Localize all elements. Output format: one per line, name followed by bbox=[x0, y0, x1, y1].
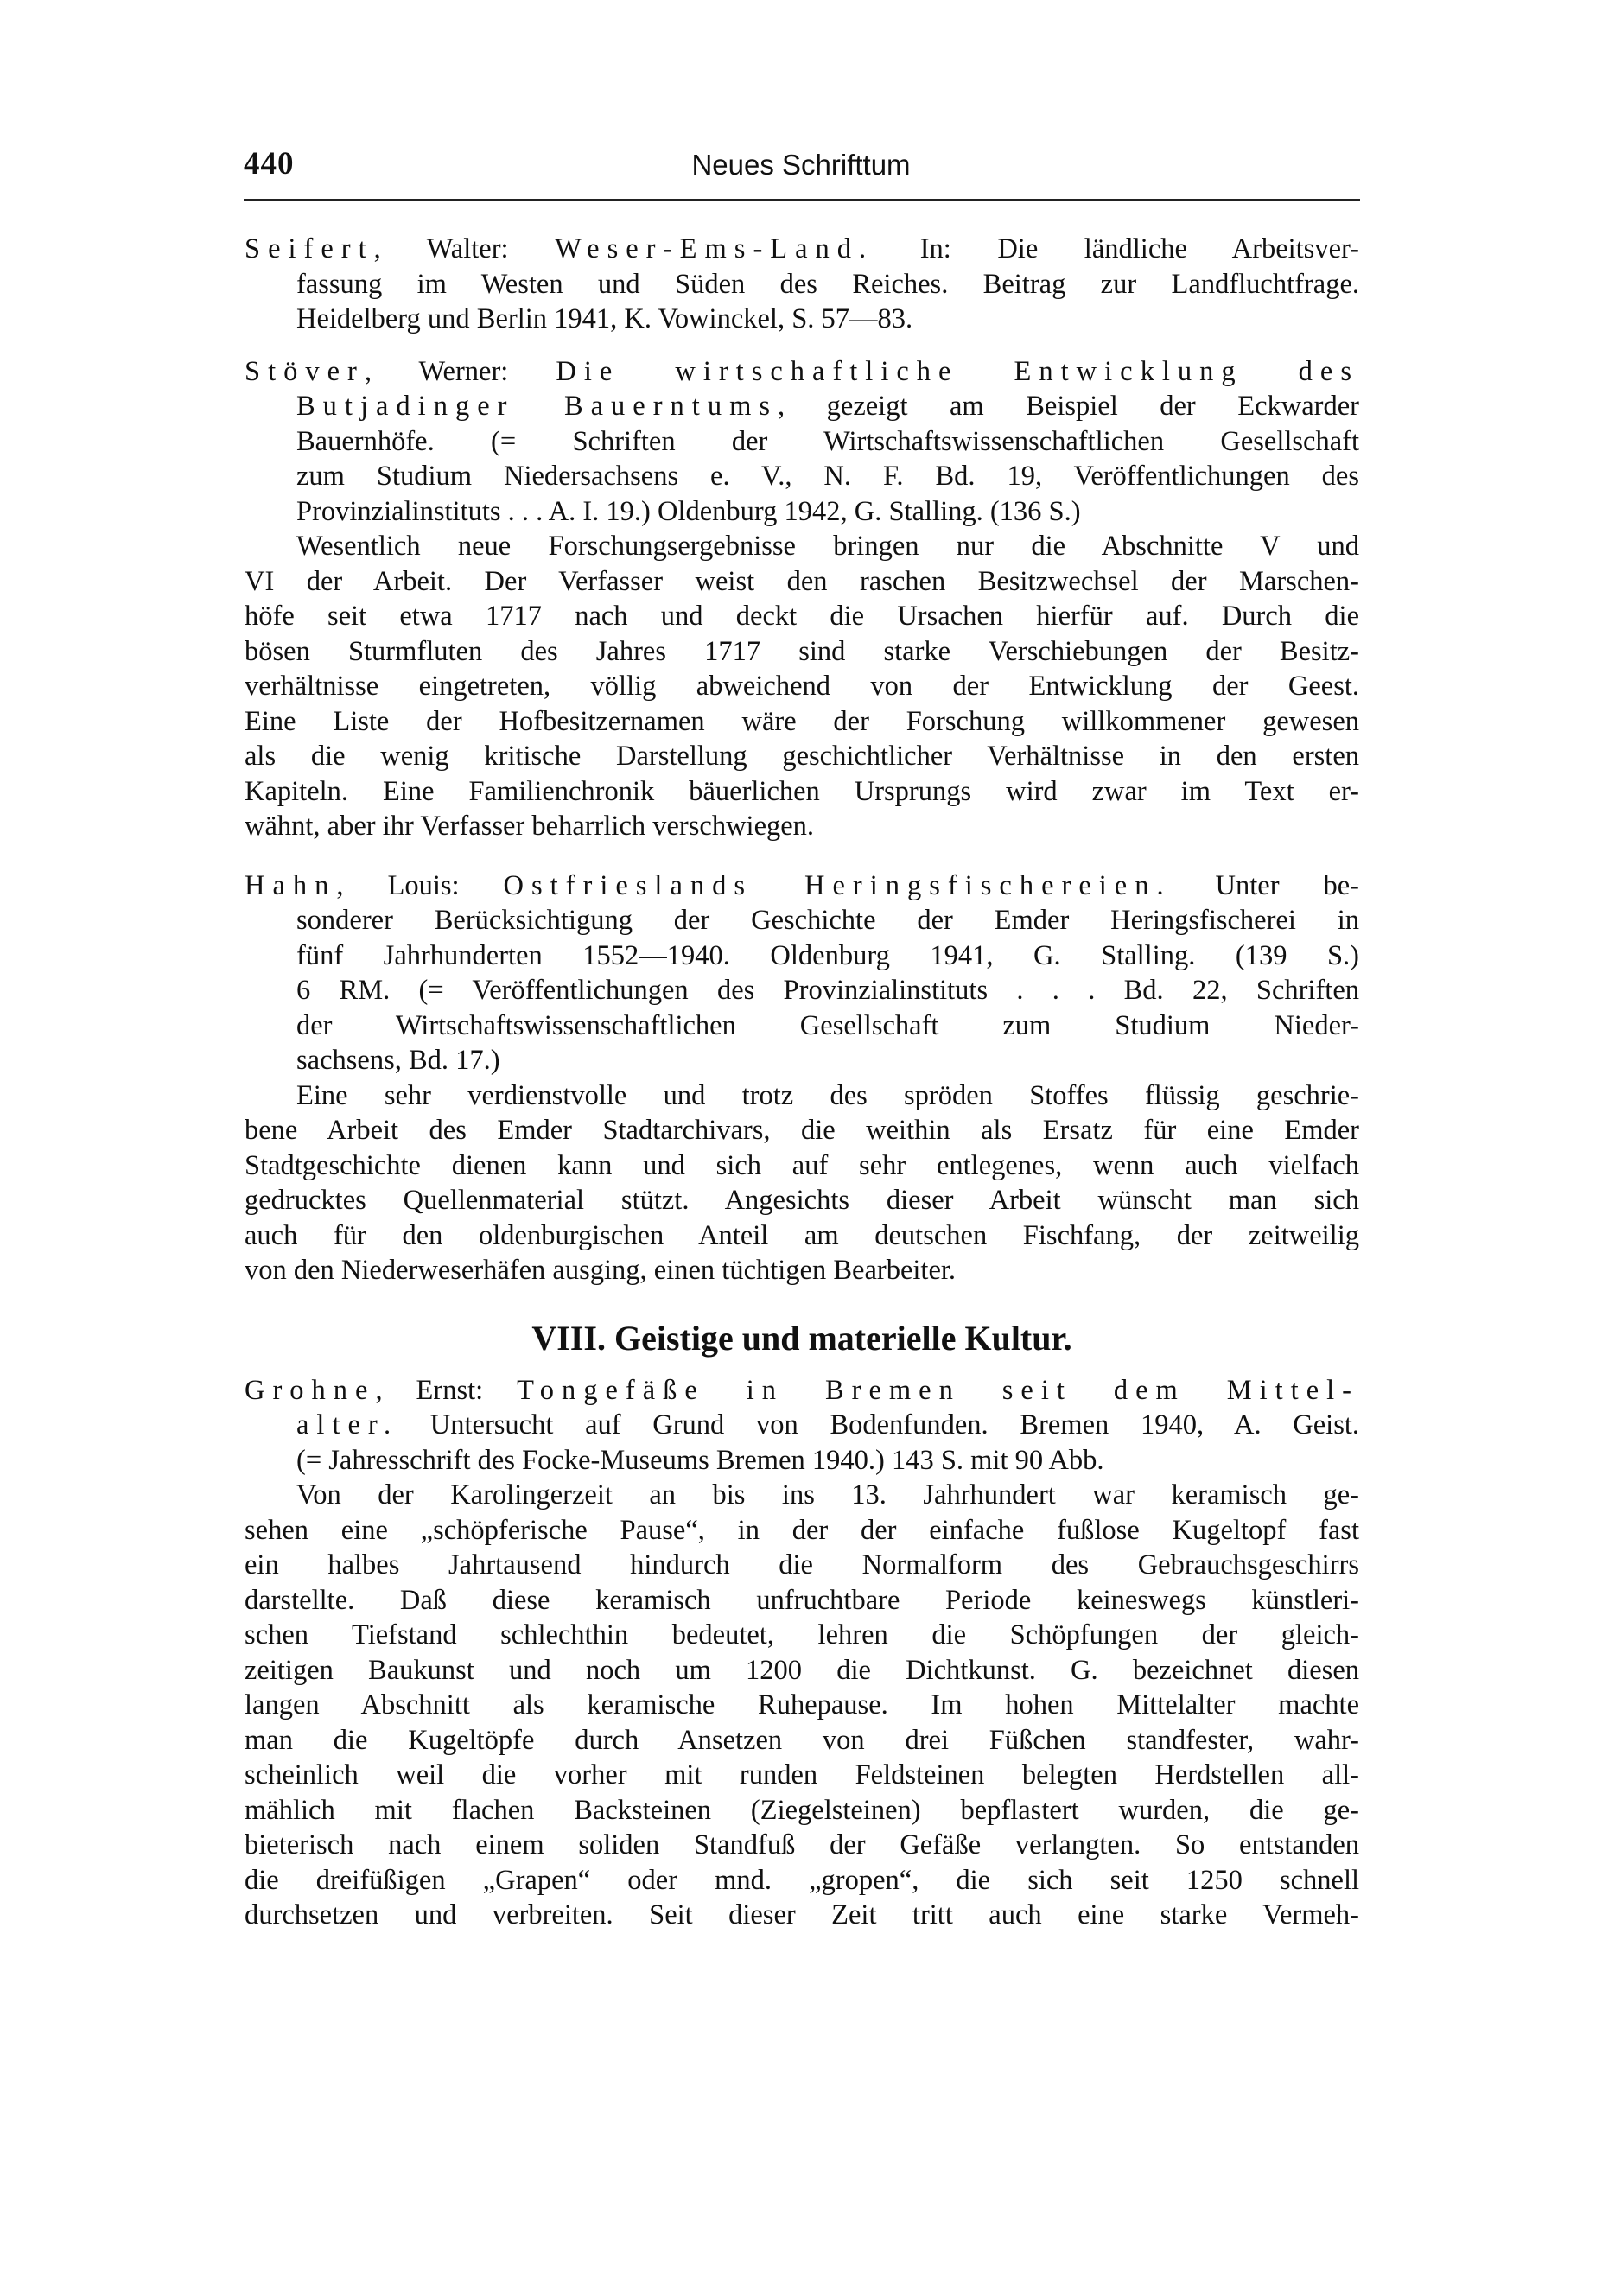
bibliography-entry bbox=[245, 1373, 1359, 1479]
review-line: VI der Arbeit. Der Verfasser weist den raschen Besitzwechsel der Marschen- bbox=[245, 565, 1359, 597]
entry-author: Hahn bbox=[245, 869, 337, 901]
review-line: verhältnisse eingetreten, völlig abweichend von der Entwicklung der Geest. bbox=[245, 671, 1359, 702]
entry-text: Unter be- bbox=[1171, 869, 1360, 901]
entry-author: Seifert bbox=[245, 233, 374, 264]
section-heading: VIII. Geistige und materielle Kultur. bbox=[531, 1318, 1072, 1358]
entry-author-suffix: , Ernst: bbox=[375, 1374, 518, 1406]
entry-line: fassung im Westen und Süden des Reiches. Beitrag zur Landfluchtfrage. bbox=[296, 268, 1359, 300]
running-head: Neues Schrifttum bbox=[691, 149, 911, 181]
header-rule bbox=[244, 199, 1360, 201]
review-line: Eine Liste der Hofbesitzernamen wäre der Forschung willkommener gewesen bbox=[245, 705, 1359, 737]
review-line: bösen Sturmfluten des Jahres 1717 sind starke Verschiebungen der Besitz- bbox=[245, 635, 1359, 667]
review-line: mählich mit flachen Backsteinen (Ziegelsteinen) bepflastert wurden, die ge- bbox=[245, 1794, 1359, 1826]
entry-line bbox=[245, 389, 1359, 424]
bibliography-entry bbox=[245, 354, 1359, 530]
review-line: die dreifüßigen „Grapen“ oder mnd. „gropen“, die sich seit 1250 schnell bbox=[245, 1864, 1359, 1896]
bibliography-entry bbox=[245, 868, 1359, 1078]
page-number: 440 bbox=[244, 146, 295, 181]
page-header bbox=[244, 145, 1358, 197]
review-line: von den Niederweserhäfen ausging, einen tüchtigen Bearbeiter. bbox=[245, 1255, 957, 1286]
entry-line: Heidelberg und Berlin 1941, K. Vowinckel, S. 57—83. bbox=[296, 303, 913, 334]
review-line: man die Kugeltöpfe durch Ansetzen von drei Füßchen standfester, wahr- bbox=[245, 1724, 1359, 1756]
review-line: ein halbes Jahrtausend hindurch die Normalform des Gebrauchsgeschirrs bbox=[245, 1549, 1359, 1580]
entry-title: Tongefäße in Bremen seit dem Mittel- bbox=[517, 1374, 1359, 1406]
entry-author-suffix: , Walter: bbox=[373, 233, 556, 264]
review-line: durchsetzen und verbreiten. Seit dieser Zeit tritt auch eine starke Vermeh- bbox=[245, 1899, 1359, 1930]
review-line: höfe seit etwa 1717 nach und deckt die Ursachen hierfür auf. Durch die bbox=[245, 601, 1359, 632]
review-line: Von der Karolingerzeit an bis ins 13. Jahrhundert war keramisch ge- bbox=[296, 1479, 1359, 1511]
entry-line bbox=[245, 354, 1359, 390]
review-paragraph bbox=[245, 529, 1359, 844]
entry-line bbox=[245, 1373, 1359, 1409]
review-line: langen Abschnitt als keramische Ruhepause. Im hohen Mittelalter machte bbox=[245, 1689, 1359, 1720]
entry-line bbox=[245, 868, 1359, 904]
entry-line bbox=[245, 232, 1359, 267]
entry-line: zum Studium Niedersachsens e. V., N. F. Bd. 19, Veröffentlichungen des bbox=[296, 461, 1359, 492]
review-paragraph bbox=[245, 1078, 1359, 1288]
review-line: schen Tiefstand schlechthin bedeutet, lehren die Schöpfungen der gleich- bbox=[245, 1619, 1359, 1650]
entry-line: 6 RM. (= Veröffentlichungen des Provinzialinstituts . . . Bd. 22, Schriften bbox=[296, 975, 1359, 1006]
entry-line: Bauernhöfe. (= Schriften der Wirtschaftswissenschaftlichen Gesellschaft bbox=[296, 425, 1359, 457]
entry-line: (= Jahresschrift des Focke-Museums Bremen 1940.) 143 S. mit 90 Abb. bbox=[296, 1444, 1104, 1476]
entry-author: Grohne bbox=[245, 1374, 376, 1406]
review-line: darstellte. Daß diese keramisch unfruchtbare Periode keineswegs künstleri- bbox=[245, 1584, 1359, 1616]
entry-author: Stöver bbox=[245, 355, 365, 387]
review-line: Wesentlich neue Forschungsergebnisse bringen nur die Abschnitte V und bbox=[296, 531, 1359, 562]
entry-author-suffix: , Louis: bbox=[336, 869, 504, 901]
review-line: bieterisch nach einem soliden Standfuß der Gefäße verlangten. So entstanden bbox=[245, 1829, 1359, 1860]
entry-author-suffix: , Werner: bbox=[364, 355, 556, 387]
entry-title-cont: Butjadinger Bauerntums bbox=[296, 391, 779, 422]
entry-text: , gezeigt am Beispiel der Eckwarder bbox=[778, 391, 1359, 422]
review-line: Stadtgeschichte dienen kann und sich auf sehr entlegenes, wenn auch vielfach bbox=[245, 1149, 1359, 1181]
review-line: wähnt, aber ihr Verfasser beharrlich verschwiegen. bbox=[245, 811, 815, 842]
entry-line: Provinzialinstituts . . . A. I. 19.) Oldenburg 1942, G. Stalling. (136 S.) bbox=[296, 495, 1081, 527]
entry-line: sonderer Berücksichtigung der Geschichte der Emder Heringsfischerei in bbox=[296, 905, 1359, 936]
review-line: Eine sehr verdienstvolle und trotz des spröden Stoffes flüssig geschrie- bbox=[296, 1079, 1359, 1111]
page-body bbox=[245, 232, 1359, 1933]
review-line: bene Arbeit des Emder Stadtarchivars, die weithin als Ersatz für eine Emder bbox=[245, 1115, 1359, 1146]
review-line: als die wenig kritische Darstellung geschichtlicher Verhältnisse in den ersten bbox=[245, 741, 1359, 772]
bibliography-entry bbox=[245, 232, 1359, 337]
review-paragraph bbox=[245, 1478, 1359, 1933]
review-line: zeitigen Baukunst und noch um 1200 die Dichtkunst. G. bezeichnet diesen bbox=[245, 1654, 1359, 1686]
review-line: gedrucktes Quellenmaterial stützt. Angesichts dieser Arbeit wünscht man sich bbox=[245, 1185, 1359, 1216]
entry-title: Weser-Ems-Land. bbox=[555, 233, 874, 264]
entry-text: In: Die ländliche Arbeitsver- bbox=[874, 233, 1360, 264]
review-line: auch für den oldenburgischen Anteil am deutschen Fischfang, der zeitweilig bbox=[245, 1219, 1359, 1251]
entry-line: der Wirtschaftswissenschaftlichen Gesellschaft zum Studium Nieder- bbox=[296, 1009, 1359, 1041]
entry-text: Untersucht auf Grund von Bodenfunden. Bremen 1940, A. Geist. bbox=[398, 1409, 1359, 1441]
entry-title-cont: alter. bbox=[296, 1409, 399, 1441]
entry-line: sachsens, Bd. 17.) bbox=[296, 1045, 500, 1076]
review-line: sehen eine „schöpferische Pause“, in der der einfache fußlose Kugeltopf fast bbox=[245, 1514, 1359, 1546]
review-line: Kapiteln. Eine Familienchronik bäuerlichen Ursprungs wird zwar im Text er- bbox=[245, 775, 1359, 807]
entry-line bbox=[245, 1408, 1359, 1443]
entry-title: Die wirtschaftliche Entwicklung des bbox=[556, 355, 1359, 387]
review-line: scheinlich weil die vorher mit runden Feldsteinen belegten Herdstellen all- bbox=[245, 1759, 1359, 1790]
entry-line: fünf Jahrhunderten 1552—1940. Oldenburg 1941, G. Stalling. (139 S.) bbox=[296, 939, 1359, 971]
entry-title: Ostfrieslands Heringsfischereien. bbox=[503, 869, 1172, 901]
